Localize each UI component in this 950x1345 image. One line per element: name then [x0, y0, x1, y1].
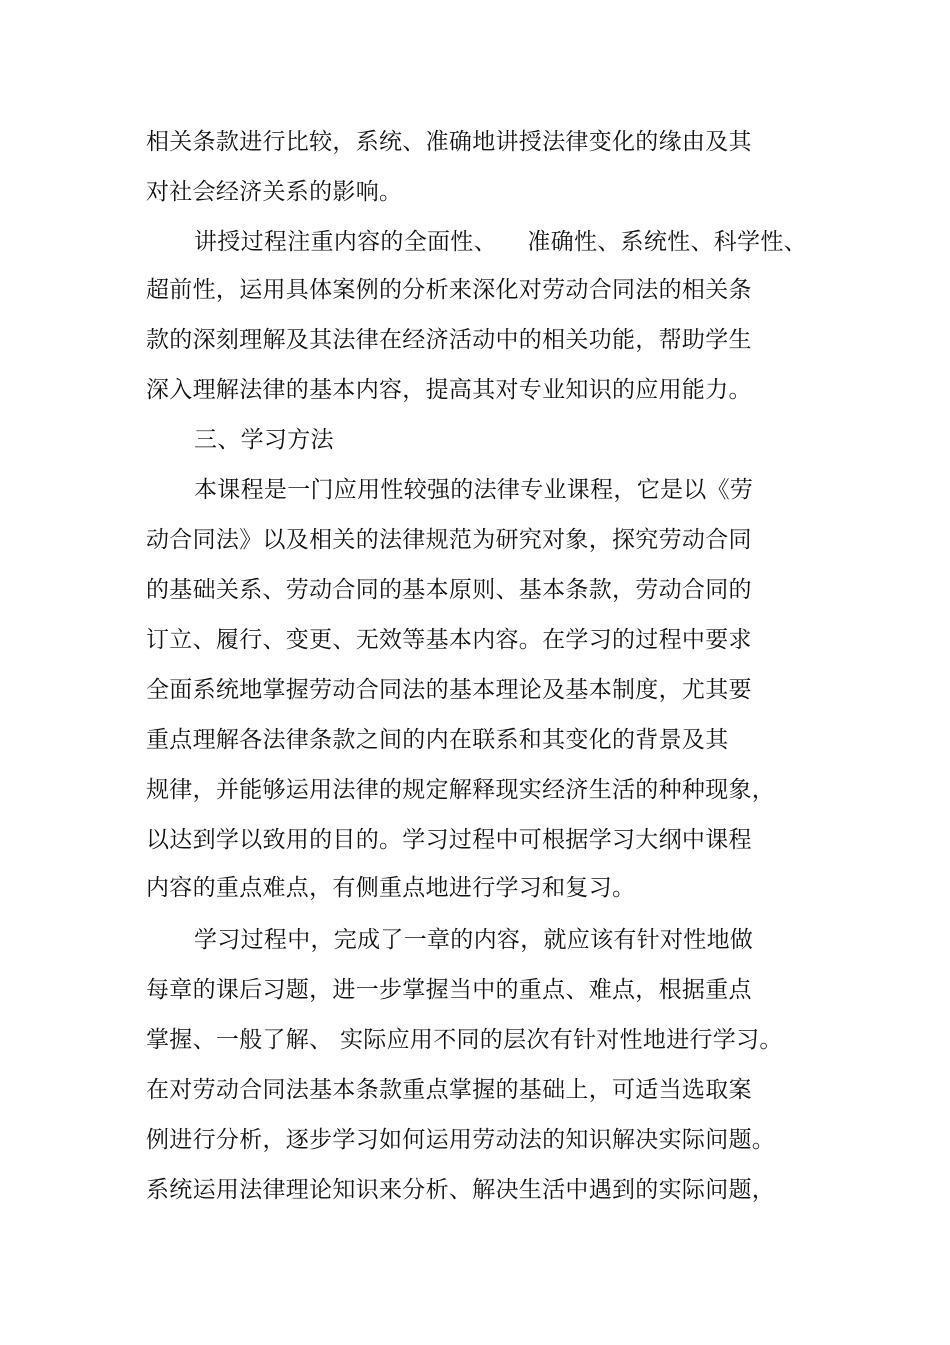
- text-line: 本课程是一门应用性较强的法律专业课程，它是以《劳: [194, 477, 754, 503]
- text-line: 重点理解各法律条款之间的内在联系和其变化的背景及其: [146, 727, 729, 753]
- text-line: 全面系统地掌握劳动合同法的基本理论及基本制度，尤其要: [146, 677, 752, 703]
- text-line: 系统运用法律理论知识来分析、解决生活中遇到的实际问题，: [146, 1177, 776, 1203]
- section-heading: 三、学习方法: [194, 427, 334, 453]
- text-line: 相关条款进行比较，系统、准确地讲授法律变化的缘由及其: [146, 129, 752, 155]
- text-line: 掌握、一般了解、 实际应用不同的层次有针对性地进行学习。: [146, 1027, 783, 1053]
- text-line: 款的深刻理解及其法律在经济活动中的相关功能，帮助学生: [146, 327, 752, 353]
- text-line: 讲授过程注重内容的全面性、 准确性、系统性、科学性、: [194, 229, 807, 255]
- text-line: 动合同法》以及相关的法律规范为研究对象，探究劳动合同: [146, 527, 752, 553]
- text-line: 例进行分析，逐步学习如何运用劳动法的知识解决实际问题。: [146, 1127, 776, 1153]
- text-line: 以达到学以致用的目的。学习过程中可根据学习大纲中课程: [146, 827, 752, 853]
- text-line: 订立、履行、变更、无效等基本内容。在学习的过程中要求: [146, 627, 752, 653]
- text-line: 在对劳动合同法基本条款重点掌握的基础上，可适当选取案: [146, 1077, 752, 1103]
- text-line: 内容的重点难点，有侧重点地进行学习和复习。: [146, 875, 636, 901]
- text-line: 学习过程中，完成了一章的内容，就应该有针对性地做: [194, 927, 754, 953]
- text-line: 每章的课后习题，进一步掌握当中的重点、难点，根据重点: [146, 977, 752, 1003]
- text-line: 深入理解法律的基本内容，提高其对专业知识的应用能力。: [146, 377, 752, 403]
- text-line: 对社会经济关系的影响。: [146, 179, 403, 205]
- text-line: 规律，并能够运用法律的规定解释现实经济生活的种种现象，: [146, 777, 776, 803]
- text-line: 的基础关系、劳动合同的基本原则、基本条款，劳动合同的: [146, 577, 752, 603]
- text-line: 超前性，运用具体案例的分析来深化对劳动合同法的相关条: [146, 277, 752, 303]
